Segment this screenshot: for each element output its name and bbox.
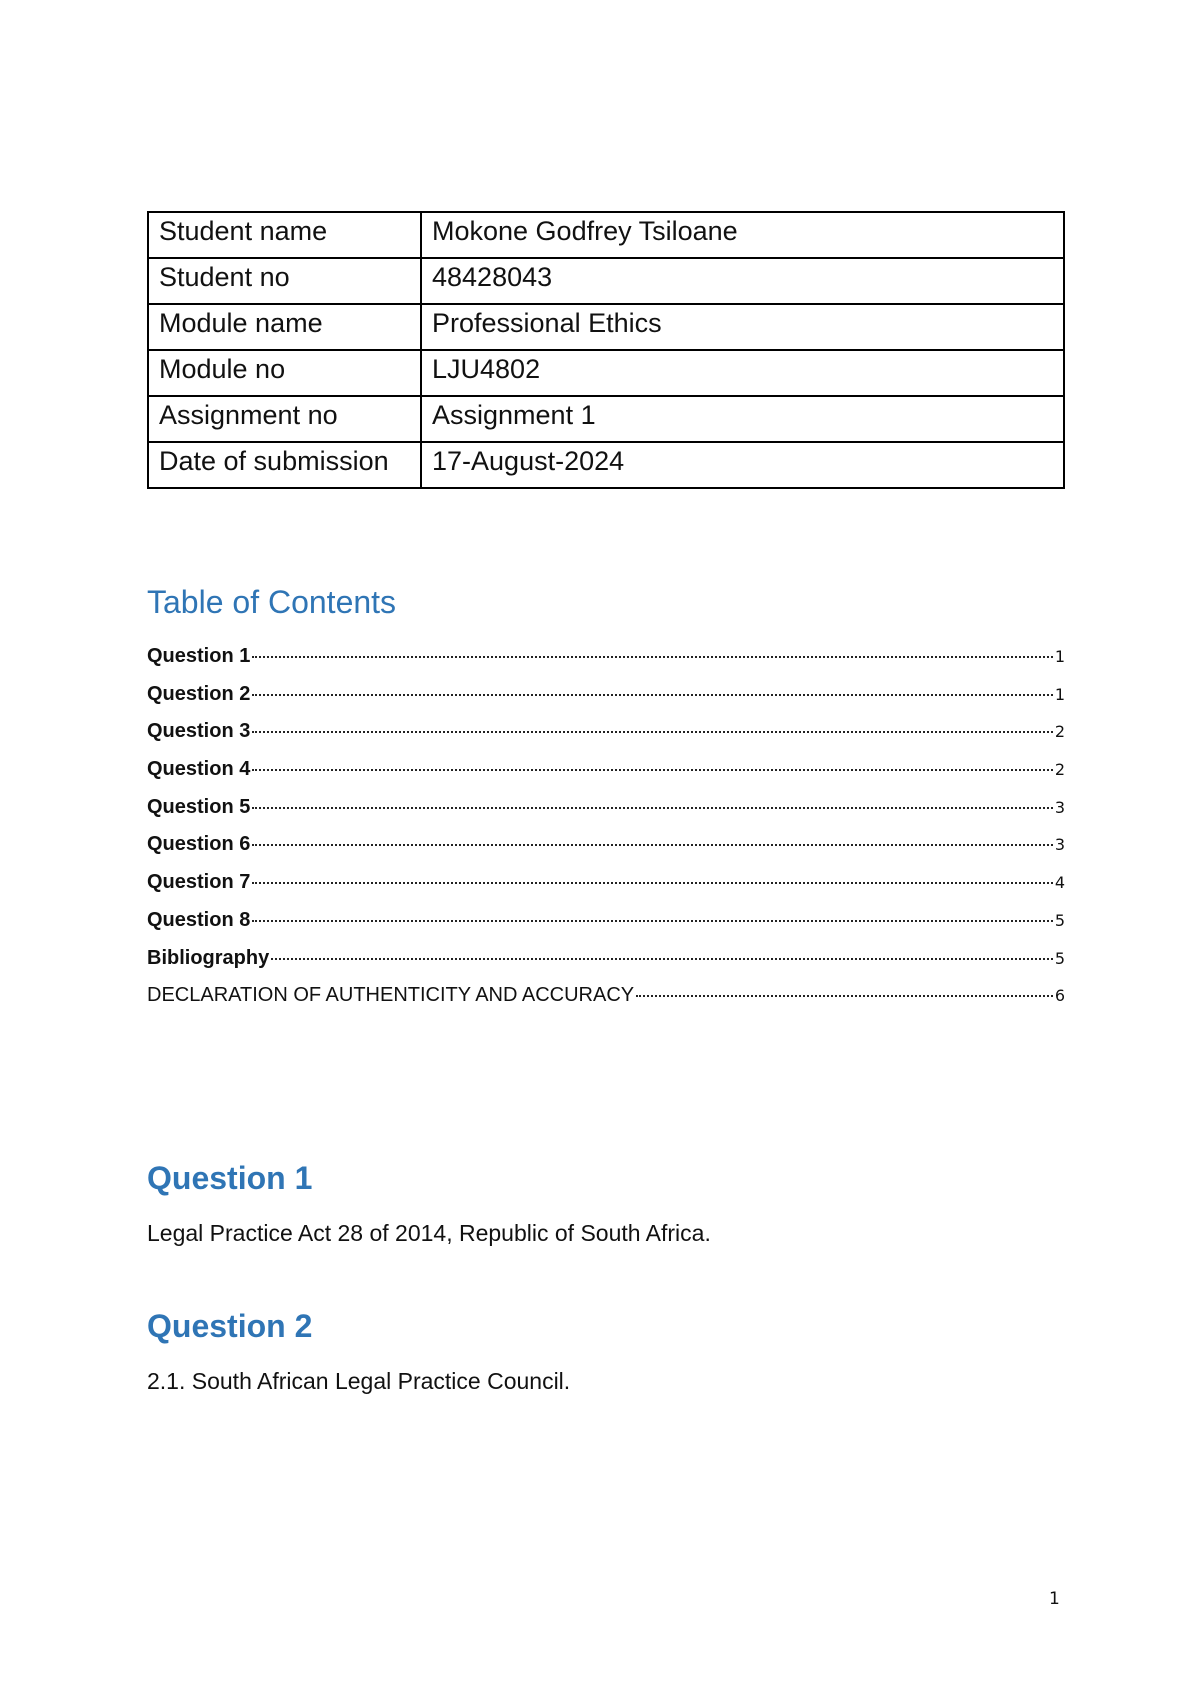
toc-entry-question-1[interactable]: [147, 645, 1065, 683]
assignment-no-value: Assignment 1: [421, 396, 1064, 442]
toc-page-number: 2: [1054, 722, 1065, 742]
toc-leader-dots: [252, 656, 1052, 658]
student-info-table: [147, 211, 1065, 489]
toc-page-number: 1: [1054, 684, 1065, 704]
toc-title: Table of Contents: [147, 584, 397, 620]
toc-entry-question-4[interactable]: [147, 758, 1065, 796]
toc-leader-dots: [252, 844, 1052, 846]
toc-entry-question-6[interactable]: [147, 833, 1065, 871]
toc-entry-question-5[interactable]: [147, 796, 1065, 834]
toc-entry-label: DECLARATION OF AUTHENTICITY AND ACCURACY: [147, 984, 635, 1007]
toc-entry-label: Question 5: [147, 795, 251, 818]
toc-entry-question-2[interactable]: [147, 683, 1065, 721]
page-number: 1: [1049, 1589, 1060, 1609]
module-no-label: Module no: [148, 350, 421, 396]
toc-entry-label: Question 4: [147, 758, 251, 781]
toc-leader-dots: [252, 731, 1052, 733]
toc-entry-label: Question 3: [147, 720, 251, 743]
table-row: [148, 442, 1064, 488]
toc-entry-question-8[interactable]: [147, 909, 1065, 947]
question-2-heading: Question 2: [147, 1308, 313, 1344]
table-of-contents: [147, 645, 1065, 1022]
toc-entry-label: Question 1: [147, 645, 251, 667]
student-no-label: Student no: [148, 258, 421, 304]
toc-entry-label: Bibliography: [147, 946, 270, 969]
toc-leader-dots: [252, 920, 1052, 922]
assignment-no-label: Assignment no: [148, 396, 421, 442]
toc-entry-bibliography[interactable]: [147, 947, 1065, 985]
student-name-value: Mokone Godfrey Tsiloane: [421, 212, 1064, 258]
question-1-heading: Question 1: [147, 1160, 313, 1196]
toc-page-number: 3: [1054, 835, 1065, 855]
toc-page-number: 3: [1054, 797, 1065, 817]
table-row: [148, 212, 1064, 258]
toc-entry-label: Question 7: [147, 871, 251, 894]
toc-page-number: 6: [1054, 986, 1065, 1006]
question-1-answer: Legal Practice Act 28 of 2014, Republic of South Africa.: [147, 1220, 711, 1246]
student-no-value: 48428043: [421, 258, 1064, 304]
module-name-label: Module name: [148, 304, 421, 350]
toc-leader-dots: [252, 694, 1052, 696]
toc-leader-dots: [636, 995, 1053, 997]
toc-entry-question-3[interactable]: [147, 720, 1065, 758]
toc-leader-dots: [271, 958, 1053, 960]
toc-page-number: 2: [1054, 760, 1065, 780]
toc-page-number: 4: [1054, 873, 1065, 893]
toc-page-number: 5: [1054, 948, 1065, 968]
toc-page-number: 5: [1054, 910, 1065, 930]
table-row: [148, 396, 1064, 442]
toc-page-number: 1: [1054, 647, 1065, 666]
toc-entry-label: Question 2: [147, 682, 251, 705]
question-2-answer: 2.1. South African Legal Practice Council.: [147, 1368, 571, 1394]
module-name-value: Professional Ethics: [421, 304, 1064, 350]
toc-entry-question-7[interactable]: [147, 871, 1065, 909]
student-name-label: Student name: [148, 212, 421, 258]
toc-entry-label: Question 8: [147, 908, 251, 931]
module-no-value: LJU4802: [421, 350, 1064, 396]
toc-leader-dots: [252, 882, 1052, 884]
submission-date-label: Date of submission: [148, 442, 421, 488]
toc-entry-declaration[interactable]: [147, 984, 1065, 1022]
table-row: [148, 350, 1064, 396]
toc-entry-label: Question 6: [147, 833, 251, 856]
toc-leader-dots: [252, 769, 1052, 771]
toc-leader-dots: [252, 807, 1052, 809]
table-row: [148, 304, 1064, 350]
submission-date-value: 17-August-2024: [421, 442, 1064, 488]
table-row: [148, 258, 1064, 304]
